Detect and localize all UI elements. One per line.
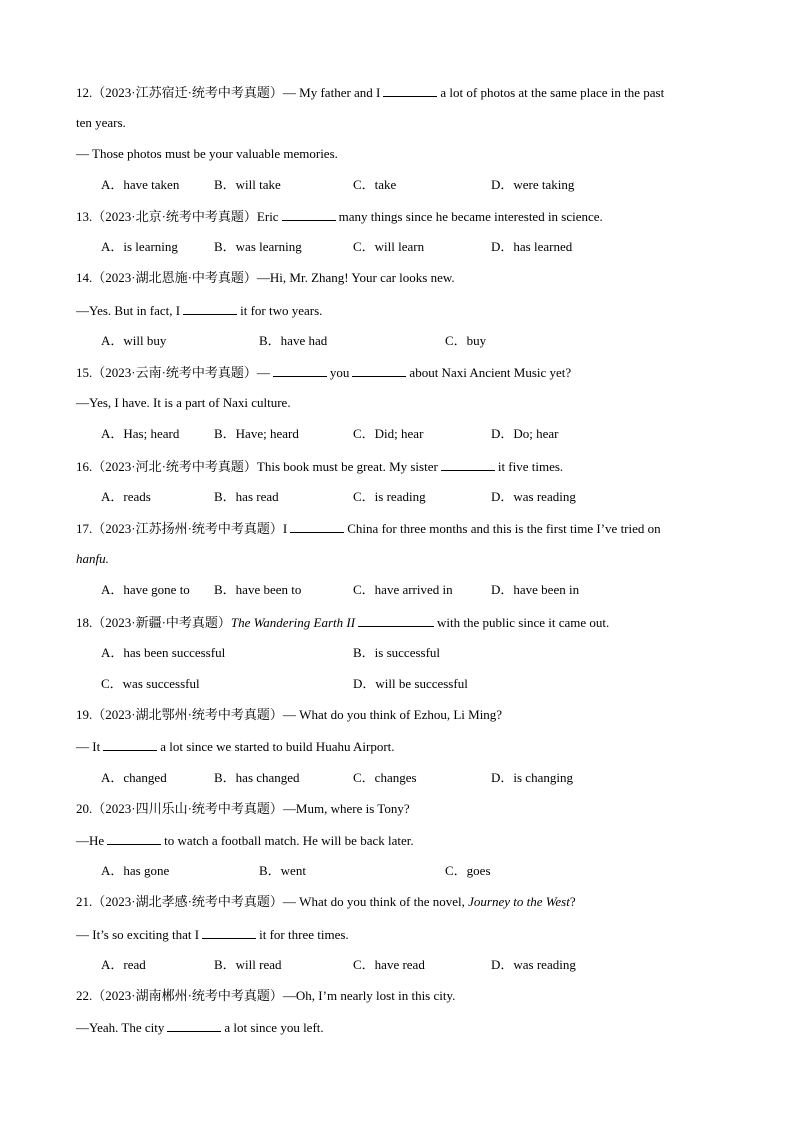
- question-17: [76, 520, 661, 537]
- question-number: 20.: [76, 801, 93, 816]
- dialogue-text: it for three times.: [259, 927, 349, 942]
- question-text: —Oh, I’m nearly lost in this city.: [282, 988, 456, 1003]
- question-number: 12.: [76, 85, 93, 100]
- answer-blank: [183, 302, 237, 315]
- question-22: [76, 988, 455, 1004]
- dialogue-text: a lot since you left.: [224, 1020, 324, 1035]
- dialogue-text: —Yes. But in fact, I: [76, 303, 181, 318]
- question-number: 18.: [76, 615, 93, 630]
- answer-blank: [358, 614, 434, 627]
- option-d[interactable]: D．Do; hear: [491, 426, 559, 441]
- question-source: （2023·湖南郴州·统考中考真题）: [92, 988, 283, 1003]
- dialogue-line: [76, 1019, 324, 1036]
- question-text: a lot of photos at the same place in the past: [440, 85, 665, 100]
- question-12: [76, 84, 664, 101]
- question-source: （2023·湖北鄂州·统考中考真题）: [92, 707, 283, 722]
- option-d[interactable]: D．has learned: [491, 239, 573, 254]
- question-text: —Hi, Mr. Zhang! Your car looks new.: [256, 270, 455, 285]
- question-text: — What do you think of Ezhou, Li Ming?: [282, 707, 503, 722]
- question-text: This book must be great. My sister: [256, 459, 438, 474]
- novel-title: Journey to the West: [468, 894, 570, 909]
- option-b[interactable]: B．have had: [259, 333, 328, 348]
- option-b[interactable]: B．will read: [214, 957, 282, 972]
- question-text: I: [282, 521, 288, 536]
- question-text: ?: [569, 894, 576, 909]
- dialogue-line: [76, 738, 395, 755]
- question-text: with the public since it came out.: [437, 615, 610, 630]
- dialogue-line: [76, 302, 322, 319]
- question-18: [76, 614, 609, 631]
- question-number: 15.: [76, 365, 93, 380]
- option-c[interactable]: C．goes: [445, 863, 491, 878]
- question-number: 14.: [76, 270, 93, 285]
- question-text: it five times.: [497, 459, 564, 474]
- question-number: 17.: [76, 521, 93, 536]
- question-text: —: [256, 365, 270, 380]
- option-b[interactable]: B．went: [259, 863, 306, 878]
- question-source: （2023·四川乐山·统考中考真题）: [92, 801, 283, 816]
- question-text: — What do you think of the novel,: [282, 894, 469, 909]
- question-number: 16.: [76, 459, 93, 474]
- question-19: [76, 707, 502, 723]
- answer-blank: [107, 832, 161, 845]
- dialogue-text: to watch a football match. He will be back later.: [164, 833, 414, 848]
- dialogue-text: —He: [76, 833, 105, 848]
- dialogue-text: — It’s so exciting that I: [76, 927, 200, 942]
- question-number: 19.: [76, 707, 93, 722]
- question-number: 13.: [76, 209, 93, 224]
- question-text-line: ten years.: [76, 115, 126, 130]
- question-number: 21.: [76, 894, 93, 909]
- answer-blank: [103, 738, 157, 751]
- dialogue-line: —Yes, I have. It is a part of Naxi culture.: [76, 395, 291, 410]
- answer-blank: [352, 364, 406, 377]
- question-text: —Mum, where is Tony?: [282, 801, 410, 816]
- question-source: （2023·湖北恩施·中考真题）: [92, 270, 257, 285]
- option-b[interactable]: B．have been to: [214, 582, 302, 597]
- question-source: （2023·北京·统考中考真题）: [92, 209, 257, 224]
- answer-blank: [167, 1019, 221, 1032]
- option-a[interactable]: A．has been successful: [101, 645, 226, 660]
- option-c[interactable]: C．was successful: [101, 676, 200, 691]
- option-c[interactable]: C．will learn: [353, 239, 425, 254]
- option-b[interactable]: B．is successful: [353, 645, 441, 660]
- answer-blank: [282, 208, 336, 221]
- option-b[interactable]: B．will take: [214, 177, 281, 192]
- option-c[interactable]: C．take: [353, 177, 397, 192]
- question-text: you: [329, 365, 350, 380]
- option-b[interactable]: B．Have; heard: [214, 426, 299, 441]
- question-text: about Naxi Ancient Music yet?: [409, 365, 572, 380]
- question-text: China for three months and this is the first time I’ve tried on: [347, 521, 661, 536]
- option-d[interactable]: D．have been in: [491, 582, 580, 597]
- option-a[interactable]: A．changed: [101, 770, 167, 785]
- question-source: （2023·江苏扬州·统考中考真题）: [92, 521, 283, 536]
- dialogue-line: [76, 832, 414, 849]
- option-a[interactable]: A．read: [101, 957, 146, 972]
- option-c[interactable]: C．buy: [445, 333, 487, 348]
- option-b[interactable]: B．has changed: [214, 770, 300, 785]
- option-a[interactable]: A．Has; heard: [101, 426, 180, 441]
- question-14: [76, 270, 455, 286]
- question-text-line: hanfu.: [76, 551, 109, 566]
- answer-blank: [273, 364, 327, 377]
- question-source: （2023·湖北孝感·统考中考真题）: [92, 894, 283, 909]
- option-c[interactable]: C．is reading: [353, 489, 426, 504]
- question-21: [76, 894, 576, 910]
- question-15: [76, 364, 571, 381]
- question-20: [76, 801, 410, 817]
- option-b[interactable]: B．has read: [214, 489, 279, 504]
- dialogue-line: [76, 926, 349, 943]
- option-d[interactable]: D．will be successful: [353, 676, 468, 691]
- option-a[interactable]: A．will buy: [101, 333, 167, 348]
- question-16: [76, 458, 563, 475]
- option-a[interactable]: A．has gone: [101, 863, 170, 878]
- question-number: 22.: [76, 988, 93, 1003]
- answer-blank: [202, 926, 256, 939]
- film-title: The Wandering Earth II: [230, 615, 356, 630]
- option-c[interactable]: C．Did; hear: [353, 426, 424, 441]
- option-a[interactable]: A．is learning: [101, 239, 178, 254]
- option-d[interactable]: D．was reading: [491, 957, 576, 972]
- option-d[interactable]: D．is changing: [491, 770, 573, 785]
- option-b[interactable]: B．was learning: [214, 239, 302, 254]
- answer-blank: [290, 520, 344, 533]
- option-d[interactable]: D．was reading: [491, 489, 576, 504]
- option-c[interactable]: C．have arrived in: [353, 582, 453, 597]
- option-a[interactable]: A．have taken: [101, 177, 180, 192]
- option-a[interactable]: A．have gone to: [101, 582, 190, 597]
- dialogue-text: it for two years.: [240, 303, 323, 318]
- dialogue-line: — Those photos must be your valuable memories.: [76, 146, 338, 161]
- option-a[interactable]: A．reads: [101, 489, 151, 504]
- question-source: （2023·云南·统考中考真题）: [92, 365, 257, 380]
- dialogue-text: —Yeah. The city: [76, 1020, 165, 1035]
- question-text: Eric: [256, 209, 279, 224]
- option-c[interactable]: C．changes: [353, 770, 417, 785]
- question-13: [76, 208, 603, 225]
- answer-blank: [383, 84, 437, 97]
- question-text: many things since he became interested in science.: [338, 209, 603, 224]
- answer-blank: [441, 458, 495, 471]
- option-d[interactable]: D．were taking: [491, 177, 575, 192]
- question-source: （2023·新疆·中考真题）: [92, 615, 231, 630]
- question-text: — My father and I: [282, 85, 381, 100]
- question-source: （2023·江苏宿迁·统考中考真题）: [92, 85, 283, 100]
- dialogue-text: a lot since we started to build Huahu Airport.: [160, 739, 395, 754]
- option-c[interactable]: C．have read: [353, 957, 425, 972]
- question-source: （2023·河北·统考中考真题）: [92, 459, 257, 474]
- dialogue-text: — It: [76, 739, 101, 754]
